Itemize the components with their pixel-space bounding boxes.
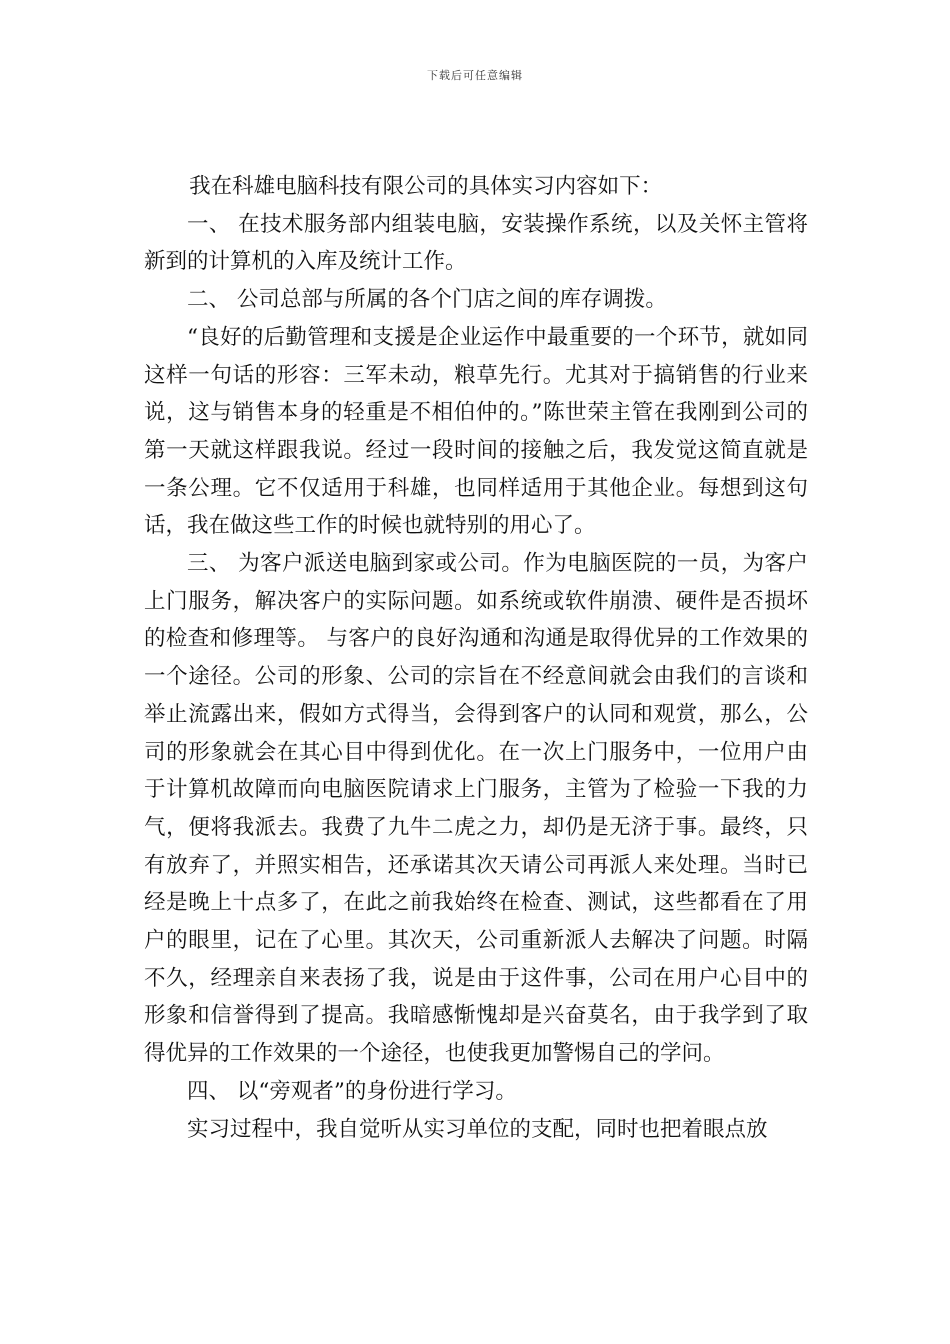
header-note: 下载后可任意编辑 bbox=[427, 69, 523, 82]
paragraph-closing: 实习过程中，我自觉听从实习单位的支配，同时也把着眼点放 bbox=[187, 1116, 768, 1142]
paragraph-item-4: 四、 以“旁观者”的身份进行学习。 bbox=[187, 1078, 517, 1104]
paragraph-item-1: 一、 在技术服务部内组装电脑，安装操作系统，以及关怀主管将新到的计算机的入库及统计工作。 bbox=[144, 211, 808, 275]
paragraph-item-2: 二、 公司总部与所属的各个门店之间的库存调拨。 bbox=[187, 287, 667, 313]
document-body bbox=[144, 168, 808, 1148]
paragraph-intro: 我在科雄电脑科技有限公司的具体实习内容如下： bbox=[189, 174, 663, 199]
paragraph-item-3: 三、 为客户派送电脑到家或公司。作为电脑医院的一员，为客户上门服务，解决客户的实际问题。如系统或软件崩溃、硬件是否损坏的检查和修理等。 与客户的良好沟通和沟通是取得优异的工作效果的一个途径。公司的形象、公司的宗旨在不经意间就会由我们的言谈和举止流露出来，假如方式得当，会得到客户的认同和观赏，那么，公司的形象就会在其心目中得到优化。在一次上门服务中，一位用户由于计算机故障而向电脑医院请求上门服务，主管为了检验一下我的力气，便将我派去。我费了九牛二虎之力，却仍是无济于事。最终，只有放弃了，并照实相告，还承诺其次天请公司再派人来处理。当时已经是晚上十点多了，在此之前我始终在检查、测试，这些都看在了用户的眼里，记在了心里。其次天，公司重新派人去解决了问题。时隔不久，经理亲自来表扬了我，说是由于这件事，公司在用户心目中的形象和信誉得到了提高。我暗感惭愧却是兴奋莫名，由于我学到了取得优异的工作效果的一个途径，也使我更加警惕自己的学问。 bbox=[144, 551, 808, 1067]
paragraph-quote: “良好的后勤管理和支援是企业运作中最重要的一个环节，就如同这样一句话的形容：三军未动，粮草先行。尤其对于搞销售的行业来说，这与销售本身的轻重是不相伯仲的。”陈世荣主管在我刚到公司的第一天就这样跟我说。经过一段时间的接触之后，我发觉这简直就是一条公理。它不仅适用于科雄，也同样适用于其他企业。每想到这句话，我在做这些工作的时候也就特别的用心了。 bbox=[144, 324, 808, 539]
